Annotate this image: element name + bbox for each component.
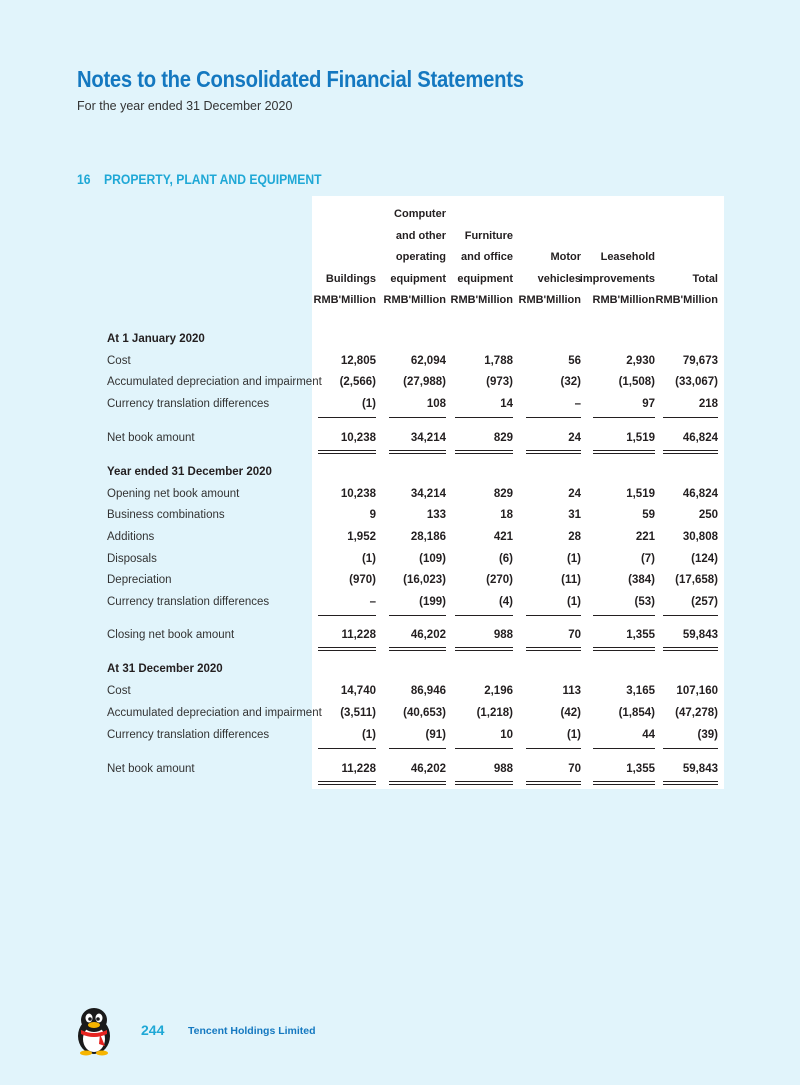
table-cell: (7) xyxy=(640,553,655,565)
total-double-rule xyxy=(318,450,376,454)
total-double-rule xyxy=(663,450,718,454)
total-double-rule xyxy=(526,647,581,651)
column-header-line: and office xyxy=(461,251,513,263)
total-double-rule xyxy=(455,450,513,454)
table-cell: (1) xyxy=(361,729,376,741)
subtotal-rule xyxy=(318,748,376,749)
table-cell: 70 xyxy=(568,763,581,775)
subtotal-rule xyxy=(318,615,376,616)
table-cell: 10,238 xyxy=(340,432,376,444)
column-header-line: operating xyxy=(395,251,446,263)
row-label: Opening net book amount xyxy=(107,488,240,500)
subtotal-rule xyxy=(455,748,513,749)
table-cell: 34,214 xyxy=(410,488,446,500)
row-label: Net book amount xyxy=(107,763,195,775)
column-header-line: RMB'Million xyxy=(655,294,718,306)
page-title: Notes to the Consolidated Financial Statements xyxy=(77,66,524,92)
row-label: Additions xyxy=(107,531,155,543)
column-header-line: RMB'Million xyxy=(450,294,513,306)
table-cell: (91) xyxy=(425,729,446,741)
table-cell: (1) xyxy=(566,596,581,608)
table-cell: 988 xyxy=(493,763,513,775)
table-cell: 11,228 xyxy=(341,629,376,641)
table-cell: 46,202 xyxy=(410,763,446,775)
column-header-line: RMB'Million xyxy=(383,294,446,306)
table-cell: 1,519 xyxy=(626,488,655,500)
column-header-line: Furniture xyxy=(464,229,513,242)
table-cell: 11,228 xyxy=(341,763,376,775)
table-cell: 829 xyxy=(493,488,513,500)
section-title: PROPERTY, PLANT AND EQUIPMENT xyxy=(104,172,322,187)
table-cell: (4) xyxy=(498,596,513,608)
table-cell: 18 xyxy=(500,509,513,521)
table-cell: (1,854) xyxy=(618,707,655,719)
total-double-rule xyxy=(593,450,655,454)
table-cell: (11) xyxy=(561,574,581,586)
table-cell: 221 xyxy=(635,531,655,543)
subtotal-rule xyxy=(663,615,718,616)
total-double-rule xyxy=(663,781,718,785)
table-cell: (270) xyxy=(486,574,513,586)
total-double-rule xyxy=(318,647,376,651)
table-cell: (17,658) xyxy=(675,574,718,586)
table-cell: 1,788 xyxy=(484,355,513,367)
column-header xyxy=(519,247,582,312)
subtotal-rule xyxy=(526,748,581,749)
column-header-line: RMB'Million xyxy=(592,294,655,306)
table-cell: (199) xyxy=(419,596,446,608)
table-cell: 133 xyxy=(426,509,446,521)
row-label: Cost xyxy=(107,355,131,367)
subtotal-rule xyxy=(318,417,376,418)
table-cell: 24 xyxy=(568,488,581,500)
penguin-icon xyxy=(72,1006,116,1056)
table-cell: (33,067) xyxy=(675,376,718,388)
table-cell: (39) xyxy=(697,729,718,741)
row-label: Currency translation differences xyxy=(107,596,270,608)
table-cell: 421 xyxy=(493,531,513,543)
table-cell: 829 xyxy=(493,432,513,444)
column-header-line: and other xyxy=(395,229,446,242)
table-cell: 14 xyxy=(500,398,513,410)
table-cell: (384) xyxy=(628,574,655,586)
company-name: Tencent Holdings Limited xyxy=(188,1025,316,1037)
column-header-line: Buildings xyxy=(325,272,376,285)
subtotal-rule xyxy=(526,615,581,616)
row-label: Currency translation differences xyxy=(107,729,270,741)
column-header-line: Leasehold xyxy=(600,251,655,263)
column-header-line: RMB'Million xyxy=(313,294,376,306)
table-cell: 28,186 xyxy=(410,531,446,543)
row-label: Cost xyxy=(107,685,131,697)
table-cell: (973) xyxy=(486,376,513,388)
table-cell: 59 xyxy=(642,509,655,521)
row-label: Accumulated depreciation and impairment xyxy=(107,376,322,388)
page-subtitle: For the year ended 31 December 2020 xyxy=(77,99,293,113)
column-header-line: RMB'Million xyxy=(518,294,581,306)
subtotal-rule xyxy=(455,615,513,616)
table-cell: 79,673 xyxy=(682,355,718,367)
table-cell: 28 xyxy=(568,531,581,543)
table-cell: 30,808 xyxy=(682,531,718,543)
table-cell: 12,805 xyxy=(340,355,376,367)
table-cell: 44 xyxy=(642,729,655,741)
subtotal-rule xyxy=(389,417,446,418)
subtotal-rule xyxy=(593,748,655,749)
table-cell: (257) xyxy=(691,596,718,608)
row-label: Disposals xyxy=(107,553,157,565)
table-cell: 218 xyxy=(698,398,718,410)
total-double-rule xyxy=(593,647,655,651)
table-cell: 2,196 xyxy=(484,685,513,697)
table-cell: (109) xyxy=(419,553,446,565)
section-number: 16 xyxy=(77,172,91,187)
row-label: Closing net book amount xyxy=(107,629,235,641)
table-cell: (27,988) xyxy=(403,376,446,388)
table-cell: (124) xyxy=(691,553,718,565)
column-header xyxy=(451,226,514,312)
table-cell: 1,355 xyxy=(626,629,655,641)
table-cell: 10 xyxy=(500,729,513,741)
table-section-heading: At 1 January 2020 xyxy=(107,333,205,345)
table-section-heading: At 31 December 2020 xyxy=(107,663,223,675)
table-cell: 31 xyxy=(568,509,581,521)
total-double-rule xyxy=(318,781,376,785)
table-cell: 62,094 xyxy=(410,355,446,367)
table-cell: 59,843 xyxy=(682,629,718,641)
table-section-heading: Year ended 31 December 2020 xyxy=(107,466,272,478)
table-cell: 3,165 xyxy=(626,685,655,697)
subtotal-rule xyxy=(593,417,655,418)
table-cell: 59,843 xyxy=(682,763,718,775)
column-header-line: Motor xyxy=(550,251,581,263)
table-cell: (1) xyxy=(361,398,376,410)
column-header xyxy=(314,269,377,312)
subtotal-rule xyxy=(455,417,513,418)
column-header xyxy=(384,204,447,312)
table-cell: 56 xyxy=(568,355,581,367)
table-cell: 250 xyxy=(698,509,718,521)
total-double-rule xyxy=(389,781,446,785)
table-cell: – xyxy=(369,596,376,608)
table-cell: 46,202 xyxy=(410,629,446,641)
table-cell: (970) xyxy=(349,574,376,586)
table-cell: 97 xyxy=(642,398,655,410)
table-cell: 113 xyxy=(562,685,581,697)
table-cell: (3,511) xyxy=(340,707,376,719)
table-cell: (1,508) xyxy=(618,376,655,388)
column-header-line: Total xyxy=(692,272,718,285)
total-double-rule xyxy=(526,781,581,785)
table-cell: (47,278) xyxy=(675,707,718,719)
page-number: 244 xyxy=(141,1022,165,1038)
table-cell: (53) xyxy=(634,596,655,608)
table-cell: (1) xyxy=(566,553,581,565)
subtotal-rule xyxy=(593,615,655,616)
table-cell: (6) xyxy=(498,553,513,565)
row-label: Business combinations xyxy=(107,509,225,521)
table-cell: (1) xyxy=(361,553,376,565)
total-double-rule xyxy=(663,647,718,651)
table-cell: 107,160 xyxy=(676,685,718,697)
table-cell: (40,653) xyxy=(403,707,446,719)
total-double-rule xyxy=(389,450,446,454)
table-cell: 1,952 xyxy=(347,531,376,543)
total-double-rule xyxy=(526,450,581,454)
total-double-rule xyxy=(455,781,513,785)
column-header-line: equipment xyxy=(457,272,513,285)
total-double-rule xyxy=(389,647,446,651)
subtotal-rule xyxy=(663,417,718,418)
table-cell: 14,740 xyxy=(340,685,376,697)
subtotal-rule xyxy=(526,417,581,418)
table-cell: 86,946 xyxy=(410,685,446,697)
table-cell: 1,519 xyxy=(626,432,655,444)
subtotal-rule xyxy=(389,748,446,749)
table-cell: 46,824 xyxy=(682,488,718,500)
column-header-line: equipment xyxy=(390,272,446,285)
row-label: Currency translation differences xyxy=(107,398,270,410)
total-double-rule xyxy=(593,781,655,785)
total-double-rule xyxy=(455,647,513,651)
table-cell: 9 xyxy=(369,509,376,521)
table-cell: 46,824 xyxy=(682,432,718,444)
table-cell: 1,355 xyxy=(626,763,655,775)
row-label: Accumulated depreciation and impairment xyxy=(107,707,322,719)
column-header xyxy=(580,247,655,312)
table-cell: 10,238 xyxy=(340,488,376,500)
table-cell: 70 xyxy=(568,629,581,641)
subtotal-rule xyxy=(389,615,446,616)
column-header-line: improvements xyxy=(579,272,655,285)
table-cell: 108 xyxy=(426,398,446,410)
row-label: Depreciation xyxy=(107,574,172,586)
table-cell: (16,023) xyxy=(403,574,446,586)
table-cell: (2,566) xyxy=(339,376,376,388)
table-cell: (32) xyxy=(560,376,581,388)
column-header-line: vehicles xyxy=(537,272,581,285)
table-cell: 988 xyxy=(493,629,513,641)
column-header xyxy=(656,269,719,312)
row-label: Net book amount xyxy=(107,432,195,444)
table-cell: (42) xyxy=(560,707,581,719)
table-cell: – xyxy=(574,398,581,410)
table-cell: (1,218) xyxy=(476,707,513,719)
column-header-line: Computer xyxy=(394,208,446,220)
table-cell: (1) xyxy=(566,729,581,741)
table-cell: 2,930 xyxy=(626,355,655,367)
section-heading xyxy=(77,172,322,187)
table-cell: 34,214 xyxy=(410,432,446,444)
table-cell: 24 xyxy=(568,432,581,444)
subtotal-rule xyxy=(663,748,718,749)
